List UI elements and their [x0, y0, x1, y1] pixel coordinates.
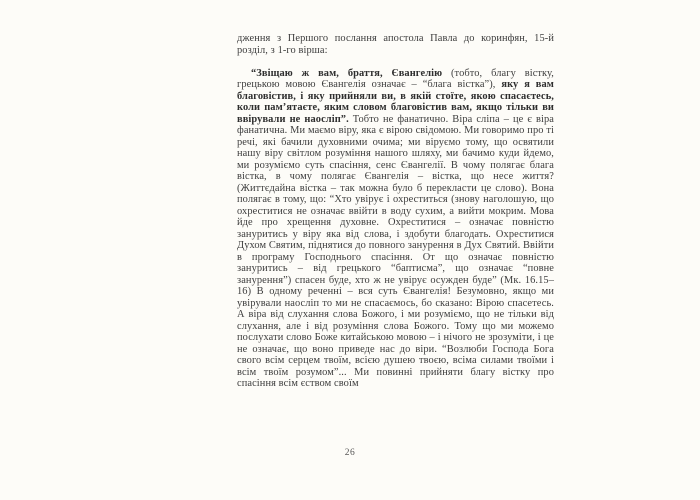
- body-text-column: [237, 33, 554, 390]
- quote-segment-bold-1: “Звіщаю ж вам, браття, Євангелію: [251, 67, 451, 79]
- paragraph-continuation: дження з Першого послання апостола Павла до коринфян, 15-й розділ, з 1-го вірша:: [237, 33, 554, 56]
- quote-segment-regular-1: (тобто, благу вістку, грецькою мовою Євангелія означає – “блага вістка”),: [237, 67, 555, 90]
- scripture-quote-paragraph: [237, 68, 554, 390]
- quote-segment-bold-2: яку я вам благовістив, і яку прийняли ви, в якій стоїте, якою спасаєтесь, коли пам’ятаєте, яким словом благовістив вам, якщо тільки ви ввірували не наосліп”.: [237, 79, 554, 125]
- commentary-text: Тобто не фанатично. Віра сліпа – це є віра фанатична. Ми маємо віру, яка є вірою свідомою. Ми говоримо про ті речі, які бачили духовними очима; ми віруємо тому, що освятили нашу віру світлом розуміння нашого шляху, ми бачимо куди йдемо, ми розуміємо суть спасіння, сенс Євангелії. В чому полягає блага вістка, в чому полягає Євангелія – вістка, що несе життя? (Життєдайна вістка – так можна було б перекласти це слово). Вона полягає в тому, що: “Хто увірує і охреститься (знову наголошую, що охреститися не означає ввійти в воду сухим, а вийти мокрим. Мова йде про хрещення духовне. Охреститися – означає повністю зануритись у віру яка від слова, і здобути благодать. Охреститися Духом Святим, піднятися до повного занурення в Дух Святий. Ввійти в програму Господнього спасіння. От що означає повністю зануритись – від грецького “баптисма”, що означає “повне занурення”) спасен буде, хто ж не увірує осужден буде” (Мк. 16.15–16) В одному реченні – вся суть Євангелія! Безумовно, якщо ми увірували наосліп то ми не спасаємось, бо сказано: Вірою спасетесь. А віра від слухання слова Божого, і ми розуміємо, що не тільки від слухання, але і від розуміння слова Божого. Тому що ми можемо послухати слово Боже китайською мовою – і нічого не зрозуміти, і це не означає, що воно приведе нас до віри. “Возлюби Господа Бога свого всім серцем твоїм, всією душею твоєю, всіма силами твоїми і всім твоїм розумом”... Ми повинні прийняти благу вістку про спасіння всім єством своїм: [237, 113, 554, 389]
- page-number: 26: [344, 448, 356, 458]
